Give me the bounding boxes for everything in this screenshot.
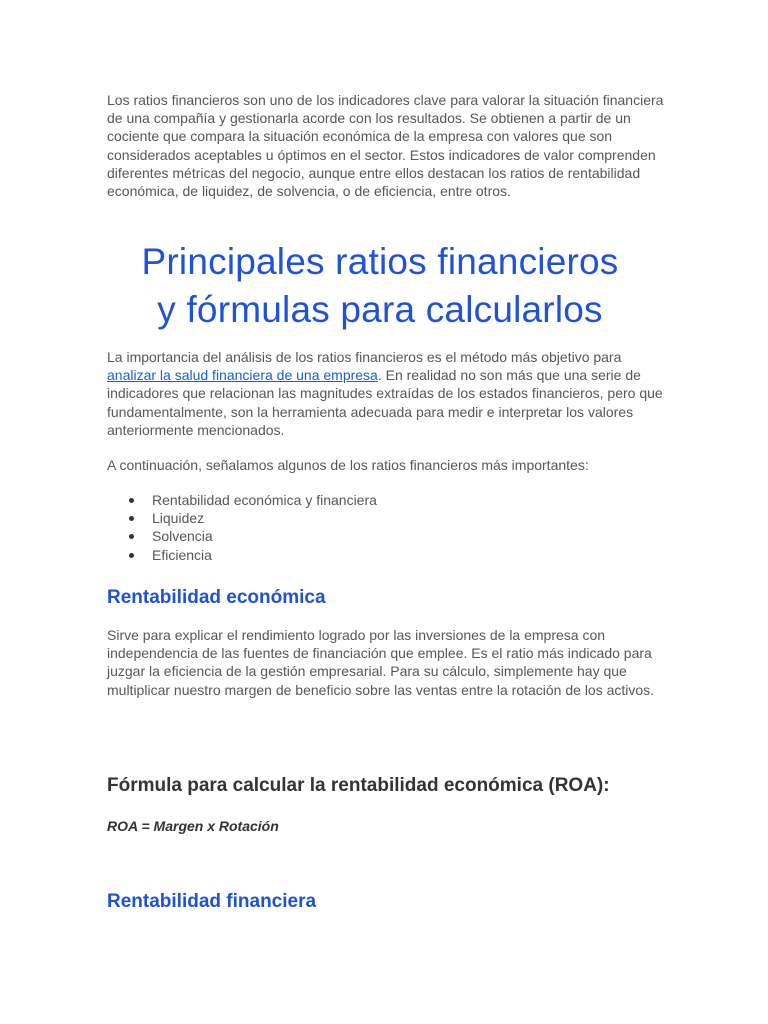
importance-text-after-link: . En realidad no son más que una serie de indicadores que relacionan las magnitudes extraídas de los estados financieros, pero que fundamentalmente, son la herramienta adecuada para medir e interpretar los valores anteriormente mencionados.: [107, 367, 663, 438]
list-item: [107, 509, 377, 527]
list-item-label: Rentabilidad económica y financiera: [152, 492, 377, 508]
bullet-icon: [129, 516, 134, 521]
intro-paragraph: Los ratios financieros son uno de los indicadores clave para valorar la situación financiera de una compañía y gestionarla acorde con los resultados. Se obtienen a partir de un cociente que compara la situación económica de la empresa con valores que son considerados aceptables u óptimos en el sector. Estos indicadores de valor comprenden diferentes métricas del negocio, aunque entre ellos destacan los ratios de rentabilidad económica, de liquidez, de solvencia, o de eficiencia, entre otros.: [107, 92, 664, 200]
page-title-line-2: y fórmulas para calcularlos: [157, 289, 603, 330]
section-heading-rentabilidad-financiera: Rentabilidad financiera: [107, 891, 317, 912]
formula-heading: Fórmula para calcular la rentabilidad económica (ROA):: [107, 775, 610, 796]
list-item-label: Liquidez: [152, 510, 205, 527]
list-item-label: Solvencia: [152, 528, 213, 545]
rentabilidad-economica-paragraph: Sirve para explicar el rendimiento logrado por las inversiones de la empresa con independencia de las fuentes de financiación que emplee. Es el ratio más indicado para juzgar la eficiencia de la gestión empresarial. Para su cálculo, simplemente hay que multiplicar nuestro margen de beneficio sobre las ventas entre la rotación de los activos.: [107, 627, 655, 698]
bullet-icon: [129, 553, 134, 558]
page-title-line-1: Principales ratios financieros: [141, 241, 619, 282]
importance-text-before-link: La importancia del análisis de los ratios financieros es el método más objetivo para: [107, 349, 622, 365]
section-heading-rentabilidad-economica: Rentabilidad económica: [107, 587, 326, 608]
list-item: [107, 527, 377, 545]
list-intro-paragraph: A continuación, señalamos algunos de los ratios financieros más importantes:: [107, 457, 589, 473]
financial-health-link[interactable]: analizar la salud financiera de una empresa: [107, 367, 378, 384]
bullet-icon: [129, 498, 134, 503]
list-item: [107, 546, 377, 564]
importance-paragraph: [107, 348, 667, 439]
list-item: [107, 491, 377, 509]
roa-formula: ROA = Margen x Rotación: [107, 818, 279, 834]
list-item-label: Eficiencia: [152, 546, 212, 563]
ratios-list: [107, 491, 377, 564]
page-title: [60, 238, 700, 334]
bullet-icon: [129, 534, 134, 539]
